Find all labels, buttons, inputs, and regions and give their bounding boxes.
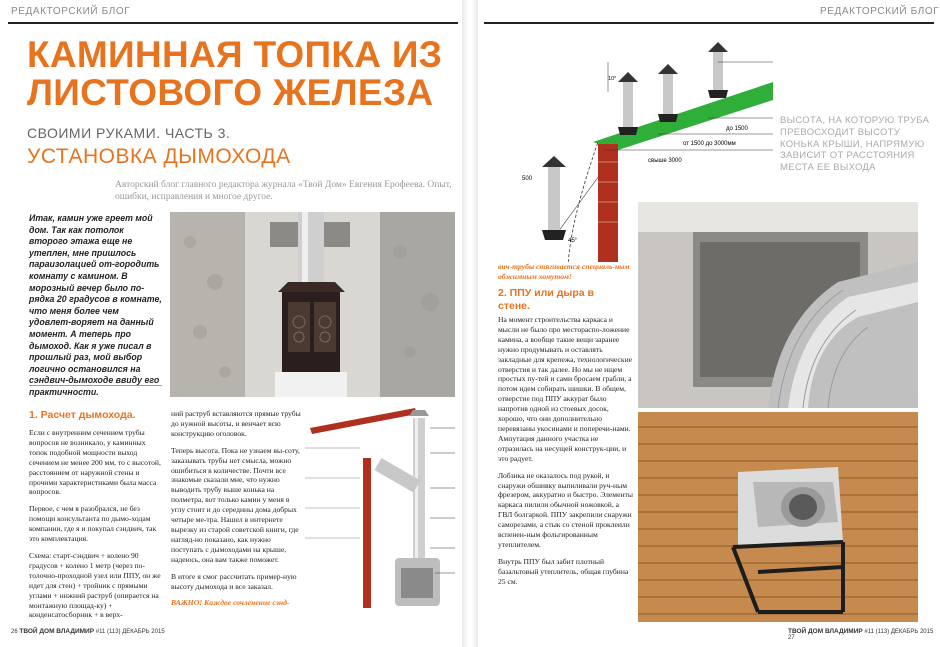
outside-wall-photo	[638, 412, 918, 622]
paragraph: На момент строительства каркаса и мысли не было про местораспо-ложение камина, а вообще такие вещи заранее нужно продумывать и оставлять закладные для крепежа, технологические отверстия и так далее. Но мы не ищем простых пу-тей и сами бросаем грабли, а потом идем собирать шишки. В общем, отверстие под ППУ аккурат было напротив одной из стоевых досок, хорошо, что они дополнительно перевязаны укосинами и поперечи-нами. Ампутация данного участка не отразилась на несущей конструк-ции, и это радует.	[498, 315, 633, 463]
paragraph: Теперь высота. Пока не узнаем вы-соту, заказывать трубы нет смысла, можно ошибиться в количестве. Почти все знакомые сказали мне, что нужно выводить трубу выше конька на полметра, вот только камин у меня в углу стоит и до середины дома добрых четыре ме-тра. Нашел в интернете вырезку из старой советской книги, где нагляд-но показано, как нужно поступать с дымоходами на крыше, надеюсь, она вам также поможет.	[171, 445, 300, 564]
chimney-assembly-diagram	[305, 408, 460, 620]
article-subtitle-2: УСТАНОВКА ДЫМОХОДА	[27, 145, 291, 168]
right-footer	[788, 628, 940, 641]
header-rule	[484, 22, 934, 24]
article-subtitle: СВОИМИ РУКАМИ. ЧАСТЬ 3.	[27, 125, 231, 141]
issue-label: #11 (113) ДЕКАБРЬ 2015	[95, 629, 165, 635]
paragraph: Внутрь ППУ был забит плотный базальтовый утеплитель, общая глубина 25 см.	[498, 556, 629, 586]
issue-label: #11 (113) ДЕКАБРЬ 2015	[864, 629, 934, 635]
right-page	[478, 0, 940, 647]
lead-paragraph: Итак, камин уже греет мой дом. Так как потолок второго этажа еще не утеплен, мне пришлось параизолацией от-городить комнату с камином. В морозный вечер было по-рядка 20 градусов в комнате, что меня более чем удовлет-воряет на данный момент. А теперь про дымоход. Как я уже писал в прошлый раз, мой выбор логично остановился на сэндвич-дымоходе ввиду его практичности.	[29, 213, 162, 397]
paragraph: ний раструб вставляются прямые трубы до нужной высоты, и венчает всю конструкцию оголовок.	[171, 409, 301, 438]
article-title: КАМИННАЯ ТОПКА ИЗ ЛИСТОВОГО ЖЕЛЕЗА	[27, 34, 443, 113]
magazine-name: ТВОЙ ДОМ ВЛАДИМИР	[19, 628, 95, 635]
warning-continued: вич-трубы стягивается специаль-ным обжимным хомутом!	[498, 262, 630, 281]
page-number: 26	[11, 629, 18, 635]
page-gutter	[462, 0, 478, 647]
diagram-label: свыше 3000	[648, 158, 682, 164]
article-intro: Авторский блог главного редактора журнала «Твой Дом» Евгения Ерофеева. Опыт, ошибки, исправления и многое другое.	[115, 180, 452, 202]
left-footer	[11, 628, 165, 635]
section1-heading: 1. Расчет дымохода.	[29, 409, 136, 421]
diagram-label: до 1500	[726, 126, 748, 132]
pull-quote: ВЫСОТА, НА КОТОРУЮ ТРУБА ПРЕВОСХОДИТ ВЫСОТУ КОНЬКА КРЫШИ, НАПРЯМУЮ ЗАВИСИТ ОТ РАССТОЯНИЯ МЕСТА ЕЕ ВЫХОДА	[780, 115, 930, 174]
fireplace-photo	[170, 212, 455, 397]
magazine-name: ТВОЙ ДОМ ВЛАДИМИР	[788, 628, 863, 635]
left-column-2	[171, 409, 301, 615]
pipe-wall-photo	[638, 202, 918, 408]
page-header-label: РЕДАКТОРСКИЙ БЛОГ	[11, 6, 131, 17]
left-page	[0, 0, 462, 647]
paragraph: Если с внутренним сечением трубы вопросов не возникало, у каминных топок подобной мощности выход сечением не менее 200 мм, то с высотой, расстоянием от наружной стены и прочими характеристиками была масса вопросов.	[29, 428, 161, 497]
warning-text: ВАЖНО! Каждое сочленение сэнд-	[171, 598, 290, 608]
paragraph: Первое, с чем я разобрался, не без помощи консультанта по дымо-ходам компании, где я и покупал сэндвич, так это комплектация.	[29, 504, 157, 544]
diagram-label: 10°	[608, 76, 617, 82]
paragraph: В итоге я смог рассчитать пример-ную высоту дымохода и все заказал.	[171, 571, 297, 591]
diagram-label: от 1500 до 3000мм	[683, 141, 736, 147]
right-column-1-body	[498, 315, 633, 594]
diagram-label: 500	[522, 176, 533, 182]
paragraph: Лобзика не оказалось под рукой, и снаружи обшивку выпиливали руч-ным фрезером, аккуратно и быстро. Элементы каркаса пилили обычной ножовкой, а ГВЛ болгаркой. ППУ закрепили снаружи саморезами, а стык со стеной проклеили вспенен-ным фольгированным утеплителем.	[498, 470, 633, 549]
diagram-label: 45°	[568, 238, 578, 244]
right-column-1	[498, 262, 633, 289]
section2-heading: 2. ППУ или дыра в стене.	[498, 287, 594, 312]
header-rule	[8, 22, 458, 24]
page-number: 27	[788, 635, 795, 641]
lead-divider	[29, 385, 162, 386]
left-column-1	[29, 428, 164, 627]
page-header-label: РЕДАКТОРСКИЙ БЛОГ	[820, 6, 940, 17]
paragraph: Схема: старт-сэндвич + колено 90 градусов + колено 1 метр (через по-толочно-проходной узел или ППУ, он же идет для стен) + тройник с прямыми углами + нижний раструб (опирается на монтажную площад-ку) + конденсатосборник + в верх-	[29, 550, 161, 620]
